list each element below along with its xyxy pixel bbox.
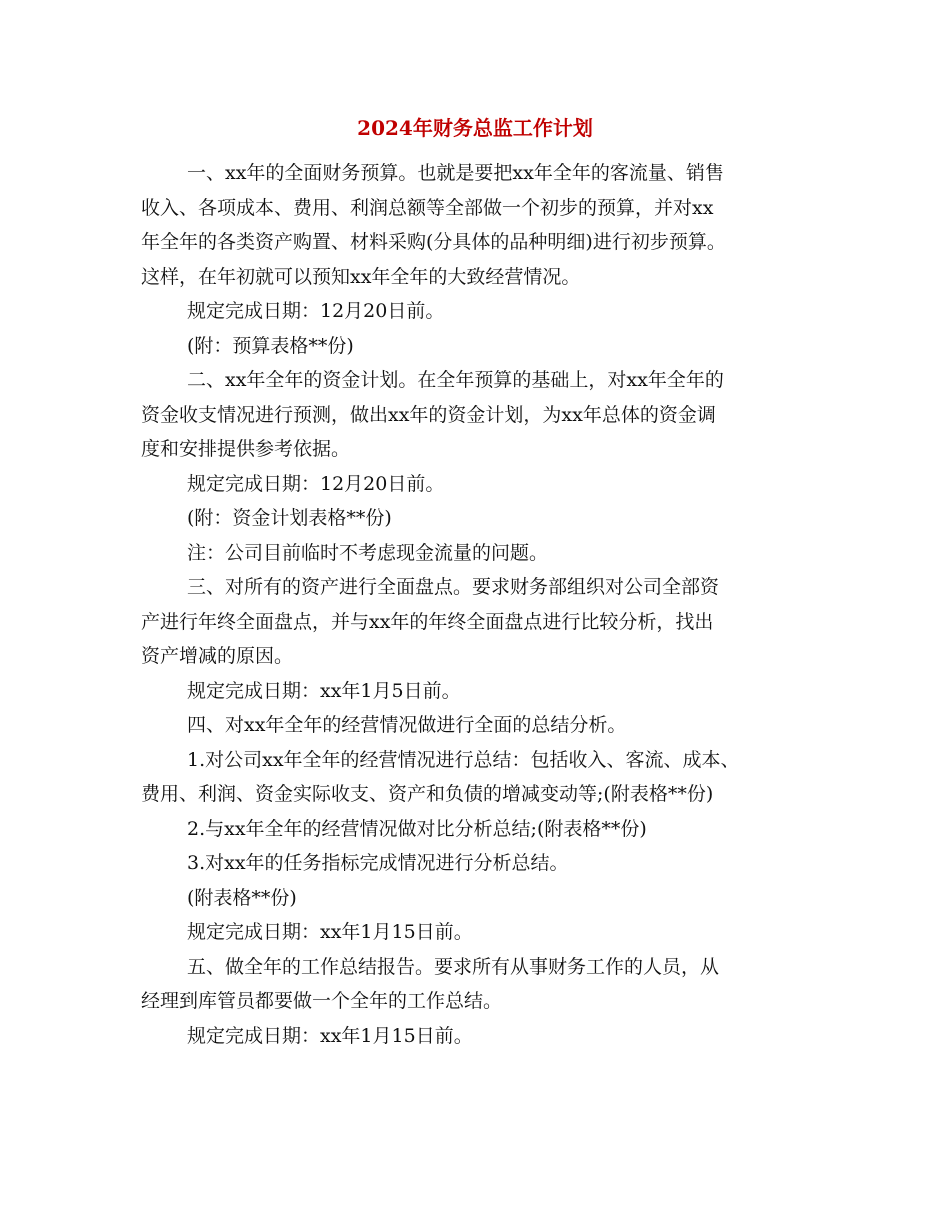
body-line: (附：资金计划表格**份)	[187, 507, 392, 529]
body-line: 五、做全年的工作总结报告。要求所有从事财务工作的人员，从	[187, 955, 720, 978]
body-line: 2.与xx年全年的经营情况做对比分析总结;(附表格**份)	[187, 817, 647, 840]
body-line: 规定完成日期：12月20日前。	[187, 472, 445, 495]
body-line: 四、对xx年全年的经营情况做进行全面的总结分析。	[187, 714, 627, 736]
body-line: 产进行年终全面盘点，并与xx年的年终全面盘点进行比较分析，找出	[141, 610, 714, 633]
body-line: 1.对公司xx年全年的经营情况进行总结：包括收入、客流、成本、	[187, 748, 740, 771]
body-line: 费用、利润、资金实际收支、资产和负债的增减变动等;(附表格**份)	[141, 783, 714, 805]
body-line: 规定完成日期：xx年1月5日前。	[187, 679, 461, 702]
body-line: 二、xx年全年的资金计划。在全年预算的基础上，对xx年全年的	[187, 369, 724, 391]
body-line: 经理到库管员都要做一个全年的工作总结。	[141, 990, 503, 1012]
body-line: 年全年的各类资产购置、材料采购(分具体的品种明细)进行初步预算。	[141, 231, 726, 253]
body-line: 三、对所有的资产进行全面盘点。要求财务部组织对公司全部资	[187, 576, 720, 598]
body-line: 规定完成日期：12月20日前。	[187, 300, 445, 322]
body-line: 一、xx年的全面财务预算。也就是要把xx年全年的客流量、销售	[187, 162, 724, 184]
body-line: 资金收支情况进行预测，做出xx年的资金计划，为xx年总体的资金调	[141, 403, 716, 426]
body-line: 注：公司目前临时不考虑现金流量的问题。	[187, 541, 549, 564]
body-line: 3.对xx年的任务指标完成情况进行分析总结。	[187, 852, 569, 874]
body-line: (附：预算表格**份)	[187, 334, 354, 357]
body-line: 度和安排提供参考依据。	[141, 438, 351, 460]
body-line: 收入、各项成本、费用、利润总额等全部做一个初步的预算，并对xx	[141, 196, 714, 219]
document-body	[141, 156, 813, 1053]
body-line: 规定完成日期：xx年1月15日前。	[187, 1024, 473, 1047]
body-line: (附表格**份)	[187, 886, 297, 909]
document-title: 2024年财务总监工作计划	[357, 116, 593, 140]
body-line: 这样，在年初就可以预知xx年全年的大致经营情况。	[141, 265, 581, 288]
body-line: 规定完成日期：xx年1月15日前。	[187, 921, 473, 943]
body-line: 资产增减的原因。	[141, 645, 294, 667]
